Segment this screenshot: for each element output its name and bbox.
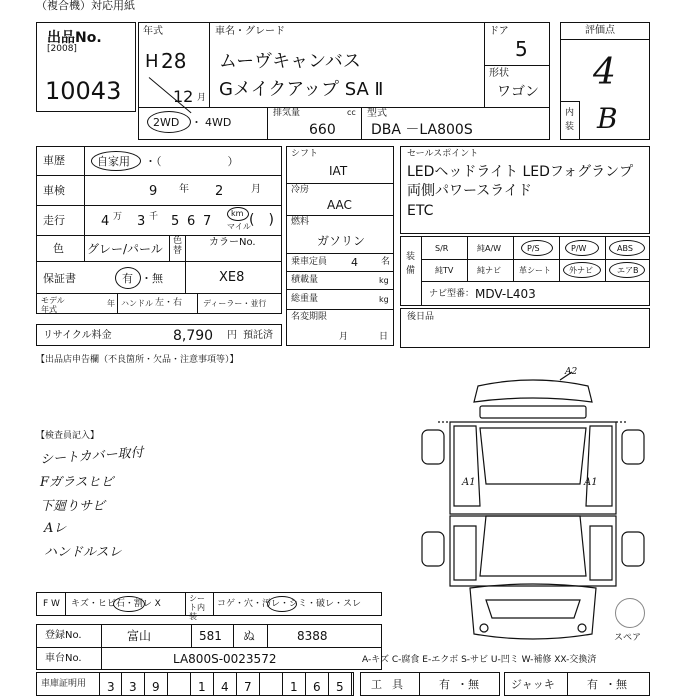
warranty-label: 保証書 bbox=[43, 272, 76, 285]
tools-box bbox=[360, 672, 500, 696]
chassis-label: 車台No. bbox=[45, 653, 82, 664]
diagram-mark-a2: A2 bbox=[565, 367, 578, 377]
model-code-value: DBA －LA800S bbox=[371, 122, 473, 138]
load-label: 積載量 bbox=[291, 275, 319, 285]
mileage-digit-4: 6 bbox=[187, 214, 196, 229]
capacity-value: 4 bbox=[351, 256, 358, 269]
registration-label: 登録No. bbox=[45, 630, 82, 641]
ac-value: AAC bbox=[327, 198, 352, 212]
equip-tv: 純TV bbox=[435, 266, 454, 275]
year-value: 28 bbox=[161, 49, 187, 73]
color-change-label: 色替 bbox=[173, 236, 183, 256]
mileage-unit-mile: マイル bbox=[227, 222, 251, 231]
body-type-label: 形状 bbox=[489, 68, 509, 79]
tools-label: 工具 bbox=[371, 678, 413, 691]
reg-change-month: 月 bbox=[339, 332, 349, 342]
cert-digit: 5 bbox=[336, 680, 344, 694]
inspector-note-5: ハンドルスレ bbox=[44, 545, 122, 560]
fw-items: キズ・ヒビ石・割レ X bbox=[71, 599, 161, 609]
cert-digit: 9 bbox=[152, 680, 160, 694]
gross-unit: kg bbox=[379, 295, 389, 304]
sales-line1: LEDヘッドライト LEDフォグランプ bbox=[407, 164, 634, 180]
jack-label: ジャッキ bbox=[511, 678, 555, 691]
equip-sr: S/R bbox=[435, 244, 449, 253]
year-label: 年式 bbox=[143, 26, 163, 37]
drive-4wd: 4WD bbox=[205, 116, 232, 129]
equip-aw: 純A/W bbox=[477, 244, 502, 253]
interior-label: 内装 bbox=[565, 108, 575, 132]
cert-box bbox=[36, 672, 354, 696]
model-year-label: モデル年式 bbox=[41, 296, 65, 314]
registration-class: 581 bbox=[199, 629, 222, 643]
year-month-unit: 月 bbox=[197, 93, 207, 103]
mileage-digit-3: 5 bbox=[171, 214, 180, 229]
equip-ps: P/S bbox=[527, 244, 540, 253]
inspection-month: 2 bbox=[215, 184, 224, 199]
lot-number: 10043 bbox=[45, 77, 122, 105]
warranty-yes: 有 bbox=[122, 272, 133, 285]
nav-label: ナビ型番： bbox=[429, 289, 475, 299]
cert-digit: 1 bbox=[198, 680, 206, 694]
sales-line3: ETC bbox=[407, 203, 434, 219]
equip-extnavi: 外ナビ bbox=[569, 266, 593, 275]
seat-label: シート内装 bbox=[189, 594, 205, 621]
jack-box bbox=[504, 672, 650, 696]
inspection-year-unit: 年 bbox=[179, 184, 189, 195]
seller-report-label: 【出品店申告欄（不良箇所・欠品・注意事項等）】 bbox=[36, 355, 239, 365]
lot-box bbox=[36, 22, 136, 112]
model-year-unit: 年 bbox=[107, 299, 115, 308]
inspector-note-2: Fガラスヒビ bbox=[40, 475, 114, 490]
shift-label: シフト bbox=[291, 149, 319, 159]
inspector-label: 【検査員記入】 bbox=[36, 431, 100, 441]
recycle-unit: 円 bbox=[227, 330, 237, 341]
registration-kana: ぬ bbox=[243, 629, 256, 643]
fw-label: F W bbox=[43, 599, 60, 609]
seat-items: コゲ・穴・汚レ・シミ・破レ・スレ bbox=[217, 599, 362, 609]
sales-box bbox=[400, 146, 650, 234]
mileage-man: 万 bbox=[113, 212, 123, 222]
doors-label: ドア bbox=[489, 26, 509, 37]
spec-box bbox=[286, 146, 394, 346]
displacement-unit: cc bbox=[347, 108, 356, 117]
sales-label: セールスポイント bbox=[407, 149, 479, 159]
capacity-label: 乗車定員 bbox=[291, 257, 328, 267]
form-title: （複合機）対応用紙 bbox=[36, 0, 135, 12]
lot-label: 出品No. bbox=[47, 30, 102, 46]
displacement-value: 660 bbox=[309, 122, 336, 138]
load-unit: kg bbox=[379, 276, 389, 285]
year-era: H bbox=[145, 51, 159, 72]
color-no-label: カラーNo. bbox=[209, 237, 256, 248]
model-name: ムーヴキャンバス bbox=[219, 51, 361, 72]
shift-value: IAT bbox=[329, 164, 348, 178]
handle-value: 左・右 bbox=[155, 298, 183, 308]
mileage-digit-2: 3 bbox=[137, 214, 146, 229]
interior-check-box bbox=[36, 592, 382, 621]
equip-airbag: エアB bbox=[617, 266, 639, 275]
score-value: 4 bbox=[593, 52, 616, 93]
chassis-value: LA800S-0023572 bbox=[173, 652, 277, 666]
body-type-value: ワゴン bbox=[497, 84, 539, 100]
color-label: 色 bbox=[53, 242, 64, 255]
nav-model: MDV-L403 bbox=[475, 287, 536, 301]
equip-leather: 革シート bbox=[519, 266, 551, 275]
cert-label: 車庫証明用 bbox=[41, 679, 87, 689]
later-box bbox=[400, 308, 650, 348]
registration-box bbox=[36, 624, 382, 670]
jack-no: ・無 bbox=[605, 678, 627, 691]
recycle-box bbox=[36, 324, 282, 346]
fuel-value: ガソリン bbox=[317, 234, 366, 248]
fuel-label: 燃料 bbox=[291, 217, 310, 227]
color-value: グレー/パール bbox=[87, 242, 163, 256]
damage-legend: A-キズ C-腐食 E-エクボ S-サビ U-凹ミ W-補修 XX-交換済 bbox=[362, 655, 597, 665]
cert-digits bbox=[99, 673, 353, 695]
tools-no: ・無 bbox=[457, 678, 479, 691]
equipment-label: 装備 bbox=[406, 252, 416, 276]
mileage-digit-5: 7 bbox=[203, 214, 212, 229]
cert-digit: 3 bbox=[129, 680, 137, 694]
dealer-value: ディーラー・並行 bbox=[203, 299, 267, 308]
lot-year-tag: [2008] bbox=[47, 44, 77, 54]
gross-label: 総重量 bbox=[291, 294, 319, 304]
history-label: 車歴 bbox=[43, 154, 65, 167]
vehicle-detail-box bbox=[36, 146, 282, 314]
cert-digit: 6 bbox=[313, 680, 321, 694]
tools-yes: 有 bbox=[439, 678, 450, 691]
cert-digit: 7 bbox=[244, 680, 252, 694]
inspection-label: 車検 bbox=[43, 184, 65, 197]
equipment-box bbox=[400, 236, 650, 306]
reg-change-label: 名変期限 bbox=[291, 312, 328, 322]
drive-2wd: 2WD bbox=[153, 116, 180, 129]
history-value: 自家用 bbox=[97, 155, 130, 168]
mileage-digit-1: 4 bbox=[101, 214, 110, 229]
recycle-label: リサイクル料金 bbox=[43, 330, 112, 341]
capacity-unit: 名 bbox=[381, 257, 391, 267]
cert-digit: 4 bbox=[221, 680, 229, 694]
model-label: 車名・グレード bbox=[215, 26, 285, 37]
registration-area: 富山 bbox=[127, 629, 152, 643]
diagram-mark-a1-right: A1 bbox=[584, 477, 598, 488]
sales-line2: 両側パワースライド bbox=[407, 183, 532, 199]
recycle-note: 預託済 bbox=[243, 330, 273, 341]
history-rest: ・（ ） bbox=[145, 155, 239, 168]
handle-label: ハンドル bbox=[121, 299, 153, 308]
spare-label: スペア bbox=[614, 633, 642, 643]
inspector-note-1: シートカバー取付 bbox=[39, 445, 145, 468]
cert-digit: 3 bbox=[107, 680, 115, 694]
year-month: 12 bbox=[173, 87, 194, 106]
jack-yes: 有 bbox=[587, 678, 598, 691]
vehicle-top-box bbox=[138, 22, 550, 140]
mileage-sen: 千 bbox=[149, 212, 159, 222]
later-label: 後日品 bbox=[407, 312, 435, 322]
model-code-label: 型式 bbox=[367, 108, 387, 119]
diagram-mark-a1-left: A1 bbox=[462, 477, 476, 488]
recycle-value: 8,790 bbox=[173, 328, 214, 344]
model-grade: Gメイクアップ SA Ⅱ bbox=[219, 79, 384, 100]
mileage-unit-km: km bbox=[231, 209, 244, 218]
inspection-year: 9 bbox=[149, 184, 158, 199]
inspector-note-3: 下廻りサビ bbox=[40, 499, 106, 514]
registration-number: 8388 bbox=[297, 629, 328, 643]
warranty-no: ・無 bbox=[141, 272, 163, 285]
equip-pw: P/W bbox=[571, 244, 587, 253]
cert-digit: 1 bbox=[290, 680, 298, 694]
displacement-label: 排気量 bbox=[273, 108, 301, 118]
equip-abs: ABS bbox=[617, 244, 633, 253]
drive-sep: ・ bbox=[191, 116, 202, 129]
inspector-note-4: Aレ bbox=[44, 521, 67, 536]
spare-tire-icon bbox=[615, 598, 645, 628]
mileage-paren: ( ) bbox=[249, 212, 274, 228]
inspection-month-unit: 月 bbox=[251, 184, 261, 195]
reg-change-day: 日 bbox=[379, 332, 389, 342]
score-label: 評価点 bbox=[585, 25, 615, 36]
interior-value: B bbox=[597, 102, 618, 135]
doors-value: 5 bbox=[515, 37, 528, 61]
ac-label: 冷房 bbox=[291, 185, 310, 195]
color-no-value: XE8 bbox=[219, 270, 245, 285]
mileage-label: 走行 bbox=[43, 214, 65, 227]
equip-navi: 純ナビ bbox=[477, 266, 501, 275]
score-box bbox=[560, 22, 650, 140]
